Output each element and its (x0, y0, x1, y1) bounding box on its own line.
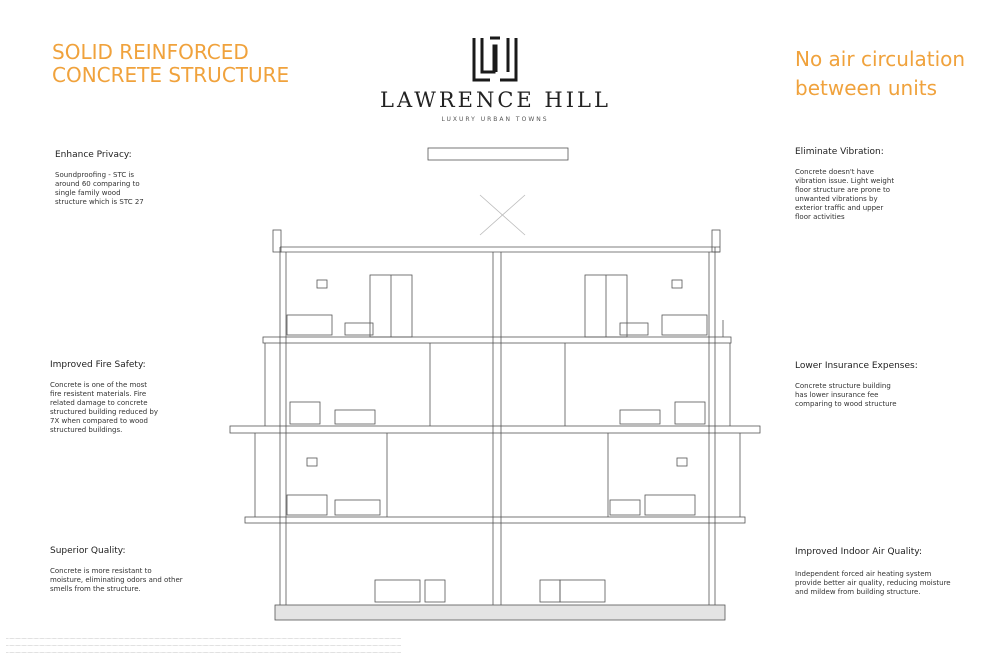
feature-text: Independent forced air heating system provide better air quality, reducing moisture and mildew from building structure. (795, 570, 951, 597)
headline-line-1: SOLID REINFORCED (52, 40, 249, 64)
feature-text: Soundproofing - STC is around 60 comparing to single family wood structure which is STC 27 (55, 171, 144, 207)
headline-line-2: CONCRETE STRUCTURE (52, 63, 290, 87)
feature-title: Enhance Privacy: (55, 150, 132, 160)
brand-logo (380, 36, 610, 123)
feature-vibration (795, 147, 915, 223)
lh-monogram-icon (470, 36, 520, 82)
feature-text: Concrete is more resistant to moisture, eliminating odors and other smells from the structure. (50, 567, 183, 594)
footnote-line: …………………………………………………………………………………………………………………………………………………………………………………………………………………………………………………………………………………………………… (6, 643, 402, 647)
feature-privacy (55, 150, 165, 207)
feature-title: Lower Insurance Expenses: (795, 361, 918, 371)
feature-insurance (795, 361, 918, 409)
brand-name: LAWRENCE HILL (380, 88, 611, 112)
headline-concrete-structure (52, 41, 312, 87)
feature-text: Concrete doesn't have vibration issue. Light weight floor structure are prone to unwanted vibrations by exterior traffic and upper floor activities (795, 168, 895, 222)
building-section-drawing (225, 140, 775, 625)
footnote-line: …………………………………………………………………………………………………………………………………………………………………………………………………………………………………………………………………………………………………… (6, 636, 402, 640)
feature-title: Improved Indoor Air Quality: (795, 547, 922, 557)
footnote-line: …………………………………………………………………………………………………………………………………………………………………………………………………………………………………………………………………………………………………… (6, 650, 402, 654)
feature-title: Improved Fire Safety: (50, 360, 146, 370)
headline-line-2: between units (795, 76, 938, 100)
feature-fire-safety (50, 360, 175, 436)
feature-text: Concrete structure building has lower insurance fee comparing to wood structure (795, 382, 897, 409)
feature-air-quality (795, 547, 955, 597)
feature-title: Superior Quality: (50, 546, 126, 556)
headline-air-circulation (795, 45, 985, 103)
feature-quality (50, 546, 210, 594)
feature-title: Eliminate Vibration: (795, 147, 884, 157)
feature-text: Concrete is one of the most fire resistent materials. Fire related damage to concrete structured building reduced by 7X when compared to wood structured buildings. (50, 381, 159, 435)
brand-tagline: LUXURY URBAN TOWNS (441, 116, 549, 123)
headline-line-1: No air circulation (795, 47, 966, 71)
